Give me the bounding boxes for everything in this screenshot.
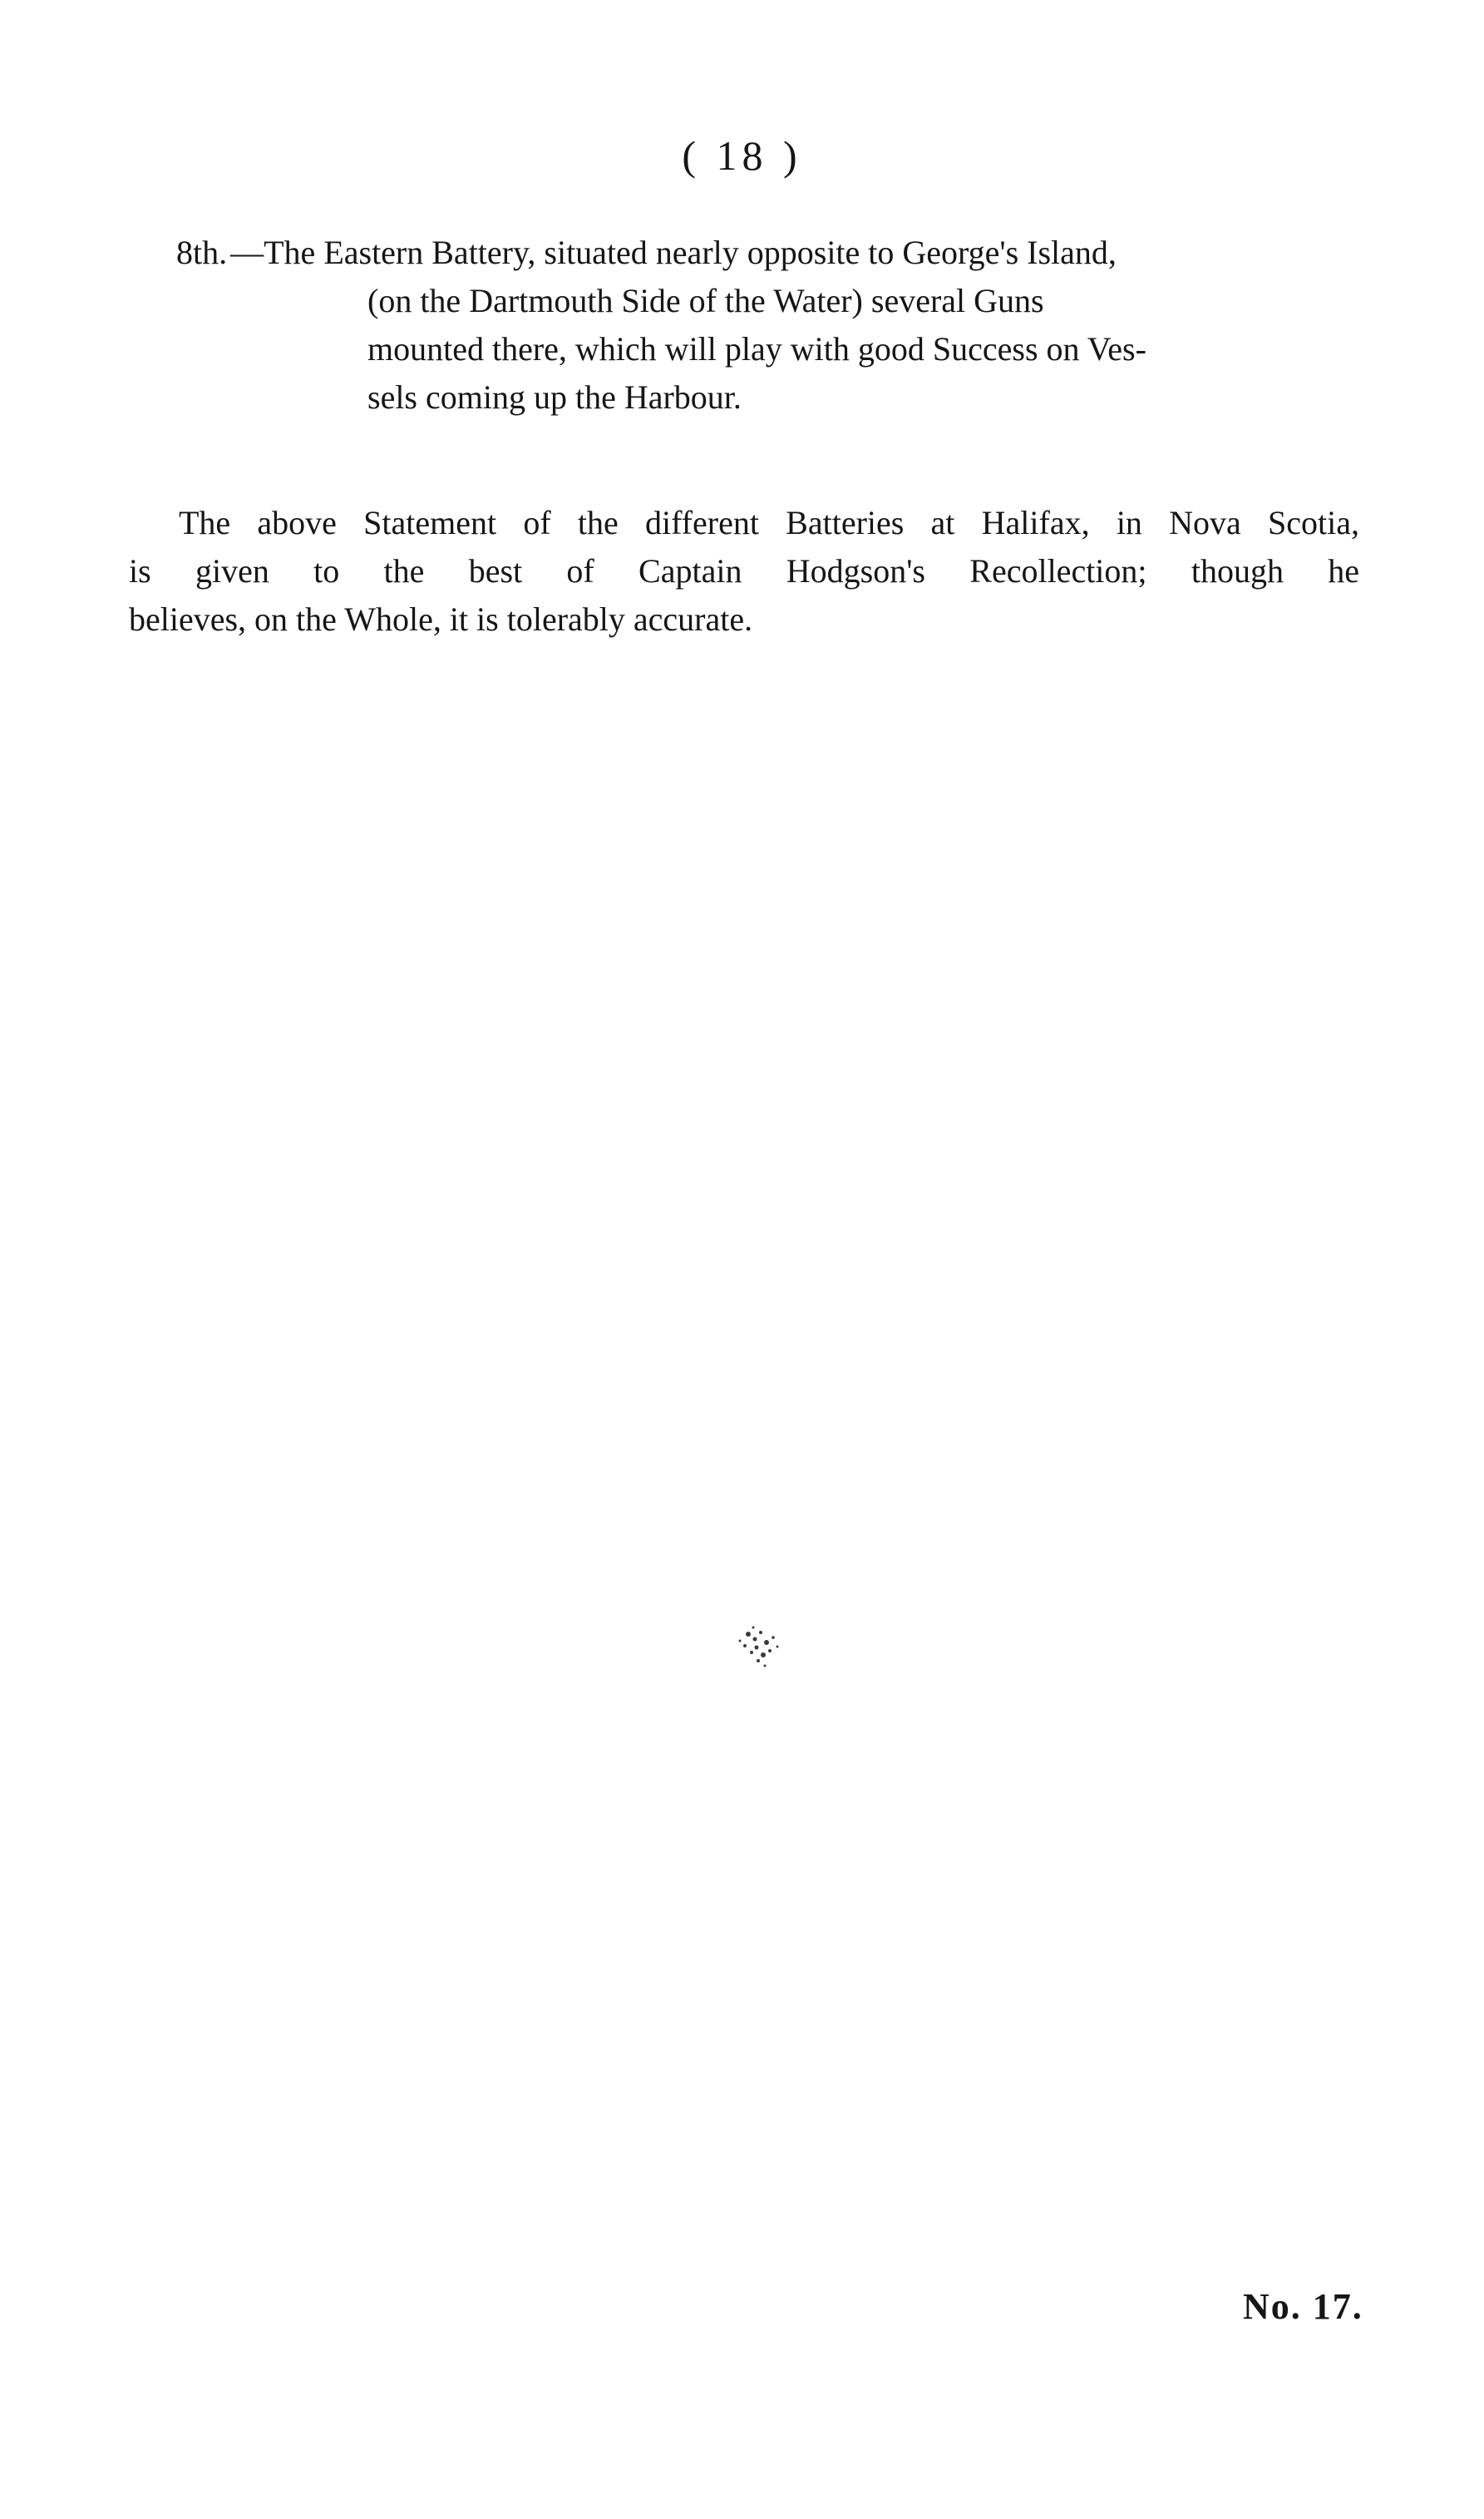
catchword: No. 17. — [1243, 2286, 1363, 2327]
closing-paragraph — [129, 499, 1359, 644]
entry-line-3: mounted there, which will play with good Success on Ves- — [367, 330, 1146, 368]
entry-line-4: sels coming up the Harbour. — [367, 378, 742, 416]
ink-speck-cluster — [715, 1609, 806, 1692]
entry-text: —The Eastern Battery, situated nearly opposite to George's Island, — [230, 234, 1117, 271]
paragraph-line-2: is given to the best of Captain Hodgson's Recollection; though he — [129, 552, 1359, 590]
paragraph-line-1: The above Statement of the different Batteries at Halifax, in Nova Scotia, — [179, 504, 1359, 541]
page-number: ( 18 ) — [682, 132, 802, 179]
entry-line-1 — [176, 229, 1357, 277]
paragraph-line-3: believes, on the Whole, it is tolerably accurate. — [129, 600, 753, 638]
entry-number: 8th. — [176, 234, 228, 271]
entry-line-2: (on the Dartmouth Side of the Water) several Guns — [367, 282, 1044, 319]
battery-entry — [176, 229, 1357, 422]
